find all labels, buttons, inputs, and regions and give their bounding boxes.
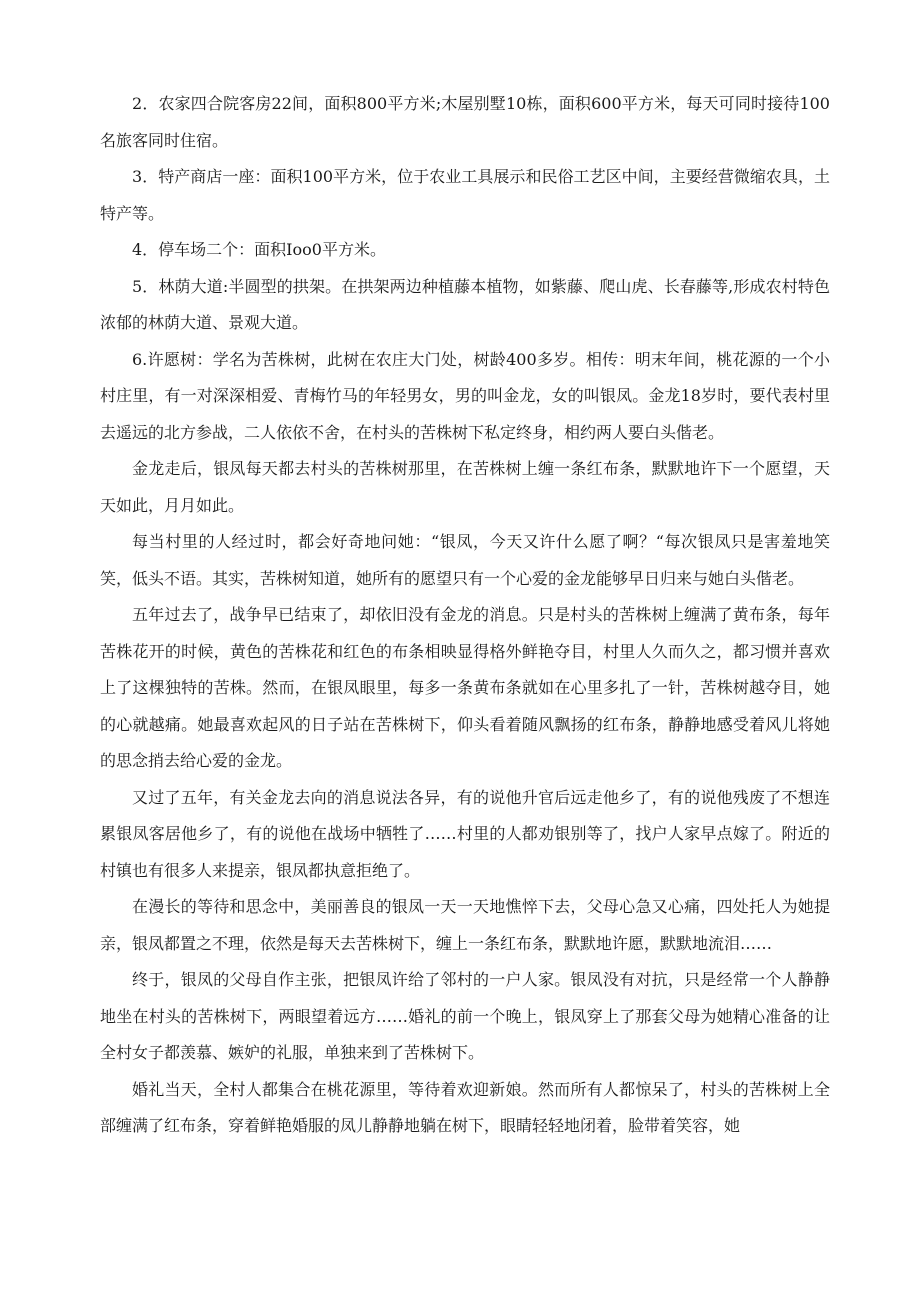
paragraph-specialty-store: 3．特产商店一座：面积100平方米，位于农业工具展示和民俗工艺区中间，主要经营微缩农具，土特产等。: [100, 167, 830, 223]
paragraph-wishing-tree: 6.许愿树：学名为苦株树，此树在农庄大门处，树龄400多岁。相传：明末年间，桃花源的一个小村庄里，有一对深深相爱、青梅竹马的年轻男女，男的叫金龙，女的叫银凤。金龙18岁时，要代表村里去遥远的北方参战，二人依依不舍，在村头的苦株树下私定终身，相约两人要白头偕老。: [100, 349, 830, 442]
paragraph-another-five-years: 又过了五年，有关金龙去向的消息说法各异，有的说他升官后远走他乡了，有的说他残废了不想连累银凤客居他乡了，有的说他在战场中牺牲了……村里的人都劝银别等了，找户人家早点嫁了。附近的村镇也有很多人来提亲，银凤都执意拒绝了。: [100, 787, 830, 880]
paragraph-farmhouse-rooms: 2．农家四合院客房22间，面积800平方米;木屋别墅10栋，面积600平方米，每天可同时接待100名旅客同时住宿。: [100, 94, 830, 150]
paragraph-parking-lot: 4．停车场二个：面积Ioo0平方米。: [132, 240, 386, 259]
paragraph-wedding-day: 婚礼当天，全村人都集合在桃花源里，等待着欢迎新娘。然而所有人都惊呆了，村头的苦株树上全部缠满了红布条，穿着鲜艳婚服的凤儿静静地躺在树下，眼睛轻轻地闭着，脸带着笑容，她: [100, 1079, 830, 1135]
paragraph-parents-decide: 终于，银凤的父母自作主张，把银凤许给了邻村的一户人家。银凤没有对抗，只是经常一个人静静地坐在村头的苦株树下，两眼望着远方……婚礼的前一个晚上，银凤穿上了那套父母为她精心准备的让全村女子都羡慕、嫉妒的礼服，单独来到了苦株树下。: [100, 970, 830, 1062]
paragraph-long-waiting: 在漫长的等待和思念中，美丽善良的银凤一天一天地憔悴下去，父母心急又心痛，四处托人为她提亲，银凤都置之不理，依然是每天去苦株树下，缠上一条红布条，默默地许愿，默默地流泪……: [100, 897, 830, 953]
paragraph-villagers-ask: 每当村里的人经过时，都会好奇地问她：“银凤，今天又许什么愿了啊？“每次银凤只是害羞地笑笑，低头不语。其实，苦株树知道，她所有的愿望只有一个心爱的金龙能够早日归来与她白头偕老。: [100, 532, 830, 588]
paragraph-jinlong-leaves: 金龙走后，银凤每天都去村头的苦株树那里，在苦株树上缠一条红布条，默默地许下一个愿望，天天如此，月月如此。: [100, 459, 830, 515]
document-body: [100, 86, 830, 1145]
paragraph-five-years: 五年过去了，战争早已结束了，却依旧没有金龙的消息。只是村头的苦株树上缠满了黄布条，每年苦株花开的时候，黄色的苦株花和红色的布条相映显得格外鲜艳夺目，村里人久而久之，都习惯并喜欢上了这棵独特的苦株。然而，在银凤眼里，每多一条黄布条就如在心里多扎了一针，苦株树越夺目，她的心就越痛。她最喜欢起风的日子站在苦株树下，仰头看着随风飘扬的红布条，静静地感受着风儿将她的思念捎去给心爱的金龙。: [100, 605, 830, 770]
paragraph-shade-avenue: 5．林荫大道:半圆型的拱架。在拱架两边种植藤本植物，如紫藤、爬山虎、长春藤等,形成农村特色浓郁的林荫大道、景观大道。: [100, 276, 830, 332]
